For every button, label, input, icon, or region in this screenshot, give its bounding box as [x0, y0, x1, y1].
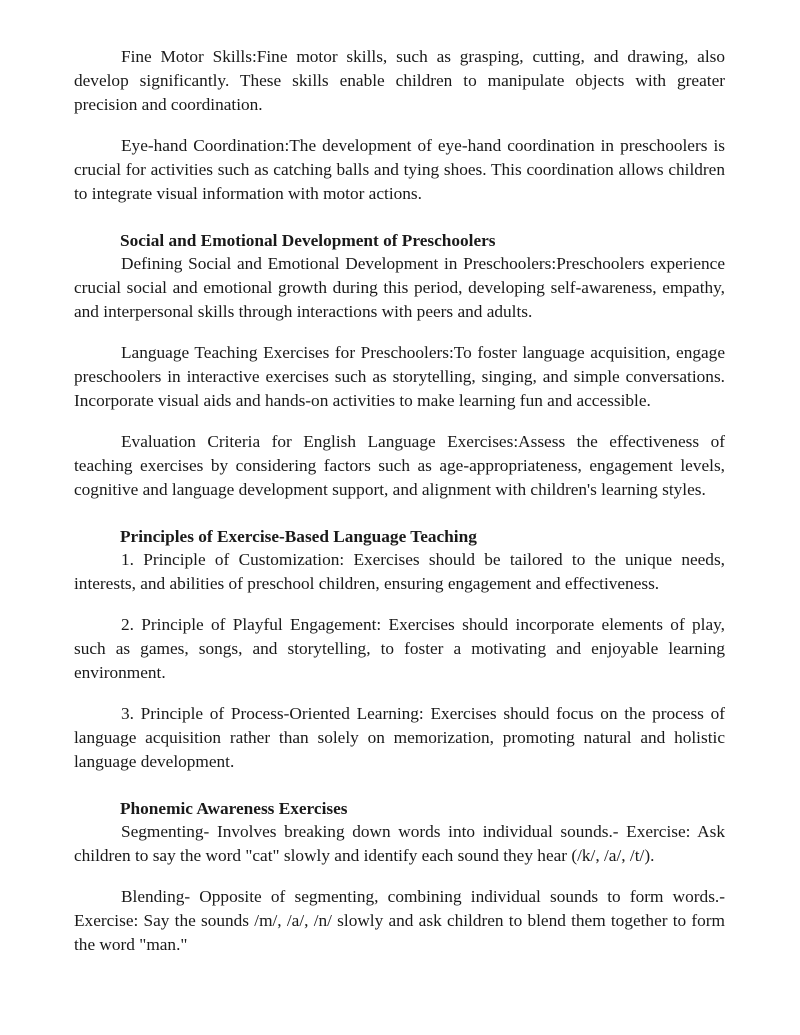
heading-principles-exercise-based: Principles of Exercise-Based Language Teaching [120, 527, 477, 546]
paragraph-fine-motor-skills: Fine Motor Skills:Fine motor skills, such as grasping, cutting, and drawing, also develop significantly. These skills enable children to manipulate objects with greater precision and coordination. [74, 47, 725, 114]
paragraph-eye-hand-coordination: Eye-hand Coordination:The development of eye-hand coordination in preschoolers is crucial for activities such as catching balls and tying shoes. This coordination allows children to integrate visual information with motor actions. [74, 136, 725, 203]
heading-social-emotional-development: Social and Emotional Development of Preschoolers [120, 231, 496, 250]
paragraph-principle-process-oriented: 3. Principle of Process-Oriented Learning: Exercises should focus on the process of language acquisition rather than solely on memorization, promoting natural and holistic language development. [74, 704, 725, 771]
paragraph-segmenting: Segmenting- Involves breaking down words into individual sounds.- Exercise: Ask children to say the word "cat" slowly and identify each sound they hear (/k/, /a/, /t/). [74, 822, 725, 865]
paragraph-language-teaching-exercises: Language Teaching Exercises for Preschoolers:To foster language acquisition, engage preschoolers in interactive exercises such as storytelling, singing, and simple conversations. Incorporate visual aids and hands-on activities to make learning fun and accessible. [74, 343, 725, 410]
paragraph-evaluation-criteria: Evaluation Criteria for English Language Exercises:Assess the effectiveness of teaching exercises by considering factors such as age-appropriateness, engagement levels, cognitive and language development support, and alignment with children's learning styles. [74, 432, 725, 499]
document-page [74, 45, 725, 974]
paragraph-principle-customization: 1. Principle of Customization: Exercises should be tailored to the unique needs, interests, and abilities of preschool children, ensuring engagement and effectiveness. [74, 550, 725, 593]
heading-phonemic-awareness: Phonemic Awareness Exercises [120, 799, 348, 818]
paragraph-principle-playful-engagement: 2. Principle of Playful Engagement: Exercises should incorporate elements of play, such as games, songs, and storytelling, to foster a motivating and enjoyable learning environment. [74, 615, 725, 682]
paragraph-blending: Blending- Opposite of segmenting, combining individual sounds to form words.- Exercise: Say the sounds /m/, /a/, /n/ slowly and ask children to blend them together to form the word "man." [74, 887, 725, 954]
paragraph-defining-social-emotional: Defining Social and Emotional Development in Preschoolers:Preschoolers experience crucial social and emotional growth during this period, developing self-awareness, empathy, and interpersonal skills through interactions with peers and adults. [74, 254, 725, 321]
